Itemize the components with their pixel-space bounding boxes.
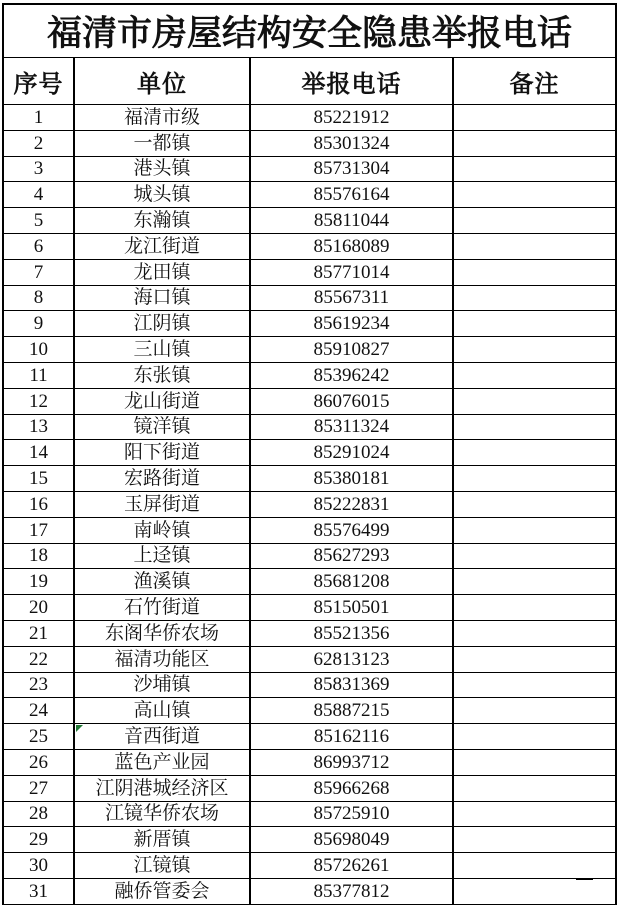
cell-no xyxy=(3,543,74,569)
cell-phone-text: 85910827 xyxy=(313,339,390,361)
cell-phone-text: 85311324 xyxy=(313,416,390,438)
cell-phone-text: 86076015 xyxy=(313,390,390,412)
table-row xyxy=(3,801,616,827)
cell-no xyxy=(3,698,74,724)
table-row xyxy=(3,491,616,517)
cell-phone xyxy=(250,646,453,672)
cell-no-text: 16 xyxy=(29,493,48,515)
cell-phone-text: 85771014 xyxy=(313,261,390,283)
cell-unit xyxy=(74,311,250,337)
cell-phone-text: 85887215 xyxy=(313,700,390,722)
cell-unit-text: 一都镇 xyxy=(133,132,191,154)
cell-note xyxy=(453,724,616,750)
cell-no-text: 18 xyxy=(29,545,48,567)
cell-no xyxy=(3,853,74,879)
table-row xyxy=(3,517,616,543)
cell-note xyxy=(453,362,616,388)
cell-note xyxy=(453,878,616,904)
cell-no-text: 17 xyxy=(29,519,48,541)
table-row xyxy=(3,233,616,259)
cell-unit xyxy=(74,775,250,801)
cell-unit-text: 石竹街道 xyxy=(123,597,200,619)
cell-unit xyxy=(74,491,250,517)
cell-unit xyxy=(74,543,250,569)
cell-no xyxy=(3,775,74,801)
cell-phone-text: 85521356 xyxy=(313,622,390,644)
cell-phone-text: 85576164 xyxy=(313,184,390,206)
cell-no xyxy=(3,724,74,750)
table-row xyxy=(3,362,616,388)
cell-no-text: 13 xyxy=(29,416,48,438)
header-row xyxy=(3,58,616,105)
cell-unit-text: 东张镇 xyxy=(133,364,191,386)
table-row xyxy=(3,853,616,879)
cell-no-text: 24 xyxy=(29,700,48,722)
cell-no xyxy=(3,620,74,646)
cell-note xyxy=(453,105,616,131)
cell-phone xyxy=(250,878,453,904)
cell-phone-text: 85221912 xyxy=(313,106,390,128)
cell-no xyxy=(3,311,74,337)
cell-unit xyxy=(74,337,250,363)
cell-unit xyxy=(74,672,250,698)
cell-unit xyxy=(74,105,250,131)
cell-no-text: 21 xyxy=(29,622,48,644)
cell-phone-text: 85291024 xyxy=(313,442,390,464)
cell-phone xyxy=(250,801,453,827)
cell-no xyxy=(3,285,74,311)
cell-phone-text: 85966268 xyxy=(313,777,390,799)
cell-no-text: 31 xyxy=(29,880,48,902)
cell-no xyxy=(3,233,74,259)
cell-unit-text: 江阴港城经济区 xyxy=(95,777,229,799)
cell-unit-text: 港头镇 xyxy=(133,158,191,180)
cell-unit-text: 上迳镇 xyxy=(133,545,191,567)
cell-unit xyxy=(74,208,250,234)
table-row xyxy=(3,414,616,440)
table-row xyxy=(3,311,616,337)
cell-unit-text: 福清市级 xyxy=(123,106,200,128)
cell-unit-text: 新厝镇 xyxy=(133,829,191,851)
cell-unit xyxy=(74,595,250,621)
cell-phone xyxy=(250,595,453,621)
cell-unit xyxy=(74,517,250,543)
cell-unit-text: 龙田镇 xyxy=(133,261,191,283)
cell-phone-text: 85726261 xyxy=(313,855,390,876)
cell-note xyxy=(453,749,616,775)
cell-phone xyxy=(250,491,453,517)
cell-phone xyxy=(250,749,453,775)
table-row xyxy=(3,208,616,234)
cell-no xyxy=(3,827,74,853)
cell-phone-text: 85725910 xyxy=(313,803,390,825)
cell-phone xyxy=(250,182,453,208)
cell-no-text: 28 xyxy=(29,803,48,825)
cell-unit-text: 蓝色产业园 xyxy=(114,751,210,773)
cell-unit xyxy=(74,388,250,414)
cell-phone-text: 85731304 xyxy=(313,158,390,180)
cell-no-text: 30 xyxy=(29,855,48,876)
cell-phone-text: 85576499 xyxy=(313,519,390,541)
cell-unit-text: 福清功能区 xyxy=(114,648,210,670)
cell-unit xyxy=(74,233,250,259)
cell-no-text: 26 xyxy=(29,751,48,773)
cell-unit-text: 镜洋镇 xyxy=(133,416,191,438)
cell-no xyxy=(3,156,74,182)
cell-unit-text: 三山镇 xyxy=(133,339,191,361)
cell-unit xyxy=(74,853,250,879)
cell-phone-text: 85377812 xyxy=(313,880,390,902)
cell-unit-text: 东阁华侨农场 xyxy=(104,622,219,644)
cell-phone xyxy=(250,440,453,466)
cell-note xyxy=(453,156,616,182)
cell-no xyxy=(3,130,74,156)
cell-phone-text: 85681208 xyxy=(313,571,390,593)
cell-phone-text: 85222831 xyxy=(313,493,390,515)
cell-no-text: 2 xyxy=(33,132,44,154)
cell-no xyxy=(3,466,74,492)
title-row xyxy=(3,4,616,58)
cell-no xyxy=(3,672,74,698)
cell-no xyxy=(3,878,74,904)
cell-note xyxy=(453,233,616,259)
cell-no-text: 6 xyxy=(33,235,44,257)
cell-no-text: 12 xyxy=(29,390,48,412)
cell-unit xyxy=(74,285,250,311)
cell-note xyxy=(453,208,616,234)
table-row xyxy=(3,466,616,492)
cell-unit-text: 融侨管委会 xyxy=(114,880,210,902)
cell-phone-text: 85831369 xyxy=(313,674,390,696)
table-row xyxy=(3,749,616,775)
cell-no xyxy=(3,646,74,672)
cell-no-text: 14 xyxy=(29,442,48,464)
cell-unit xyxy=(74,362,250,388)
cell-no xyxy=(3,440,74,466)
table-row xyxy=(3,878,616,904)
cell-unit-text: 阳下街道 xyxy=(123,442,200,464)
cell-no-text: 5 xyxy=(33,210,44,232)
table-row xyxy=(3,775,616,801)
cell-no-text: 1 xyxy=(33,106,44,128)
cell-note xyxy=(453,620,616,646)
cell-note xyxy=(453,698,616,724)
col-header-phone: 举报电话 xyxy=(250,58,453,105)
cell-phone xyxy=(250,233,453,259)
cell-no-text: 29 xyxy=(29,829,48,851)
table-row xyxy=(3,105,616,131)
cell-no-text: 25 xyxy=(29,726,48,748)
cell-unit xyxy=(74,620,250,646)
cell-phone-text: 86993712 xyxy=(313,751,390,773)
cell-phone-text: 85150501 xyxy=(313,597,390,619)
cell-no-text: 3 xyxy=(33,158,44,180)
cell-note xyxy=(453,646,616,672)
cell-unit-text: 江镜镇 xyxy=(133,855,191,876)
cell-phone xyxy=(250,285,453,311)
table-row xyxy=(3,130,616,156)
cell-no-text: 23 xyxy=(29,674,48,696)
cell-no-text: 19 xyxy=(29,571,48,593)
cell-note xyxy=(453,130,616,156)
cell-unit xyxy=(74,749,250,775)
cell-unit-text: 沙埔镇 xyxy=(133,674,191,696)
cell-phone-text: 85162116 xyxy=(313,726,390,748)
cell-note xyxy=(453,853,616,879)
table-row xyxy=(3,388,616,414)
cell-no xyxy=(3,388,74,414)
cell-note xyxy=(453,595,616,621)
table-row xyxy=(3,569,616,595)
table-row xyxy=(3,259,616,285)
cell-no xyxy=(3,182,74,208)
cell-phone xyxy=(250,337,453,363)
cell-phone xyxy=(250,853,453,879)
page-title: 福清市房屋结构安全隐患举报电话 xyxy=(3,4,616,58)
cell-note xyxy=(453,182,616,208)
cell-no xyxy=(3,569,74,595)
cell-no xyxy=(3,414,74,440)
cell-note xyxy=(453,285,616,311)
cell-unit xyxy=(74,827,250,853)
cell-phone xyxy=(250,672,453,698)
cell-phone xyxy=(250,105,453,131)
cell-no-text: 15 xyxy=(29,468,48,490)
cell-phone xyxy=(250,543,453,569)
cell-note xyxy=(453,672,616,698)
cell-unit-text: 南岭镇 xyxy=(133,519,191,541)
table-row xyxy=(3,724,616,750)
cell-unit xyxy=(74,466,250,492)
cell-no xyxy=(3,595,74,621)
cell-note xyxy=(453,388,616,414)
cell-phone xyxy=(250,388,453,414)
table-row xyxy=(3,827,616,853)
table-row xyxy=(3,440,616,466)
cell-phone-text: 85168089 xyxy=(313,235,390,257)
cell-unit-text: 宏路街道 xyxy=(123,468,200,490)
cell-phone xyxy=(250,466,453,492)
cell-phone xyxy=(250,827,453,853)
cell-no-text: 4 xyxy=(33,184,44,206)
cell-phone xyxy=(250,724,453,750)
cell-phone xyxy=(250,569,453,595)
table-row xyxy=(3,698,616,724)
table-row xyxy=(3,285,616,311)
cell-unit-text: 东瀚镇 xyxy=(133,210,191,232)
cell-note xyxy=(453,569,616,595)
cell-note xyxy=(453,466,616,492)
cell-unit xyxy=(74,698,250,724)
cell-no xyxy=(3,491,74,517)
cell-unit xyxy=(74,130,250,156)
cell-phone-text: 85619234 xyxy=(313,313,390,335)
cell-no-text: 11 xyxy=(29,364,48,386)
cell-no xyxy=(3,259,74,285)
cell-unit-text: 城头镇 xyxy=(133,184,191,206)
cell-note xyxy=(453,543,616,569)
cell-unit xyxy=(74,724,250,750)
border-dash-artifact xyxy=(576,878,593,880)
cell-unit xyxy=(74,156,250,182)
cell-phone xyxy=(250,208,453,234)
cell-note xyxy=(453,311,616,337)
col-header-no: 序号 xyxy=(3,58,74,105)
cell-note xyxy=(453,491,616,517)
cell-unit-text: 江镜华侨农场 xyxy=(104,803,219,825)
cell-phone xyxy=(250,414,453,440)
table-row xyxy=(3,543,616,569)
cell-phone xyxy=(250,517,453,543)
cell-no xyxy=(3,749,74,775)
cell-phone xyxy=(250,620,453,646)
cell-unit-text: 音西街道 xyxy=(123,726,200,748)
cell-phone xyxy=(250,311,453,337)
cell-unit-text: 龙江街道 xyxy=(123,235,200,257)
cell-unit xyxy=(74,878,250,904)
cell-note xyxy=(453,259,616,285)
table-row xyxy=(3,672,616,698)
cell-note xyxy=(453,440,616,466)
cell-no-text: 7 xyxy=(33,261,44,283)
cell-unit-text: 龙山街道 xyxy=(123,390,200,412)
cell-unit xyxy=(74,440,250,466)
cell-note xyxy=(453,414,616,440)
cell-phone-text: 85627293 xyxy=(313,545,390,567)
cell-phone-text: 85698049 xyxy=(313,829,390,851)
col-header-unit: 单位 xyxy=(74,58,250,105)
cell-phone xyxy=(250,130,453,156)
cell-unit xyxy=(74,414,250,440)
cell-no-text: 27 xyxy=(29,777,48,799)
cell-phone xyxy=(250,156,453,182)
cell-unit xyxy=(74,569,250,595)
cell-note xyxy=(453,801,616,827)
cell-unit xyxy=(74,259,250,285)
cell-no-text: 8 xyxy=(33,287,44,309)
cell-no xyxy=(3,517,74,543)
cell-note xyxy=(453,775,616,801)
cell-unit-text: 海口镇 xyxy=(133,287,191,309)
report-phone-table xyxy=(2,3,617,905)
cell-no xyxy=(3,105,74,131)
cell-note xyxy=(453,337,616,363)
table-row xyxy=(3,182,616,208)
cell-no xyxy=(3,208,74,234)
cell-phone-text: 85380181 xyxy=(313,468,390,490)
green-corner-triangle-icon xyxy=(76,725,83,732)
cell-no-text: 9 xyxy=(33,313,44,335)
cell-note xyxy=(453,827,616,853)
cell-unit xyxy=(74,801,250,827)
cell-unit-text: 江阴镇 xyxy=(133,313,191,335)
table-row xyxy=(3,337,616,363)
cell-phone-text: 85396242 xyxy=(313,364,390,386)
cell-phone xyxy=(250,698,453,724)
cell-phone-text: 85811044 xyxy=(313,210,390,232)
cell-phone-text: 62813123 xyxy=(313,648,390,670)
cell-phone-text: 85301324 xyxy=(313,132,390,154)
cell-unit-text: 高山镇 xyxy=(133,700,191,722)
cell-no xyxy=(3,362,74,388)
cell-phone xyxy=(250,775,453,801)
cell-phone-text: 85567311 xyxy=(313,287,390,309)
cell-unit xyxy=(74,646,250,672)
table-row xyxy=(3,156,616,182)
cell-unit-text: 渔溪镇 xyxy=(133,571,191,593)
table-row xyxy=(3,646,616,672)
col-header-note: 备注 xyxy=(453,58,616,105)
cell-note xyxy=(453,517,616,543)
cell-no-text: 20 xyxy=(29,597,48,619)
cell-no xyxy=(3,801,74,827)
cell-phone xyxy=(250,259,453,285)
cell-no xyxy=(3,337,74,363)
cell-no-text: 22 xyxy=(29,648,48,670)
table-row xyxy=(3,620,616,646)
cell-phone xyxy=(250,362,453,388)
cell-unit-text: 玉屏街道 xyxy=(123,493,200,515)
cell-no-text: 10 xyxy=(29,339,48,361)
table-row xyxy=(3,595,616,621)
cell-unit xyxy=(74,182,250,208)
